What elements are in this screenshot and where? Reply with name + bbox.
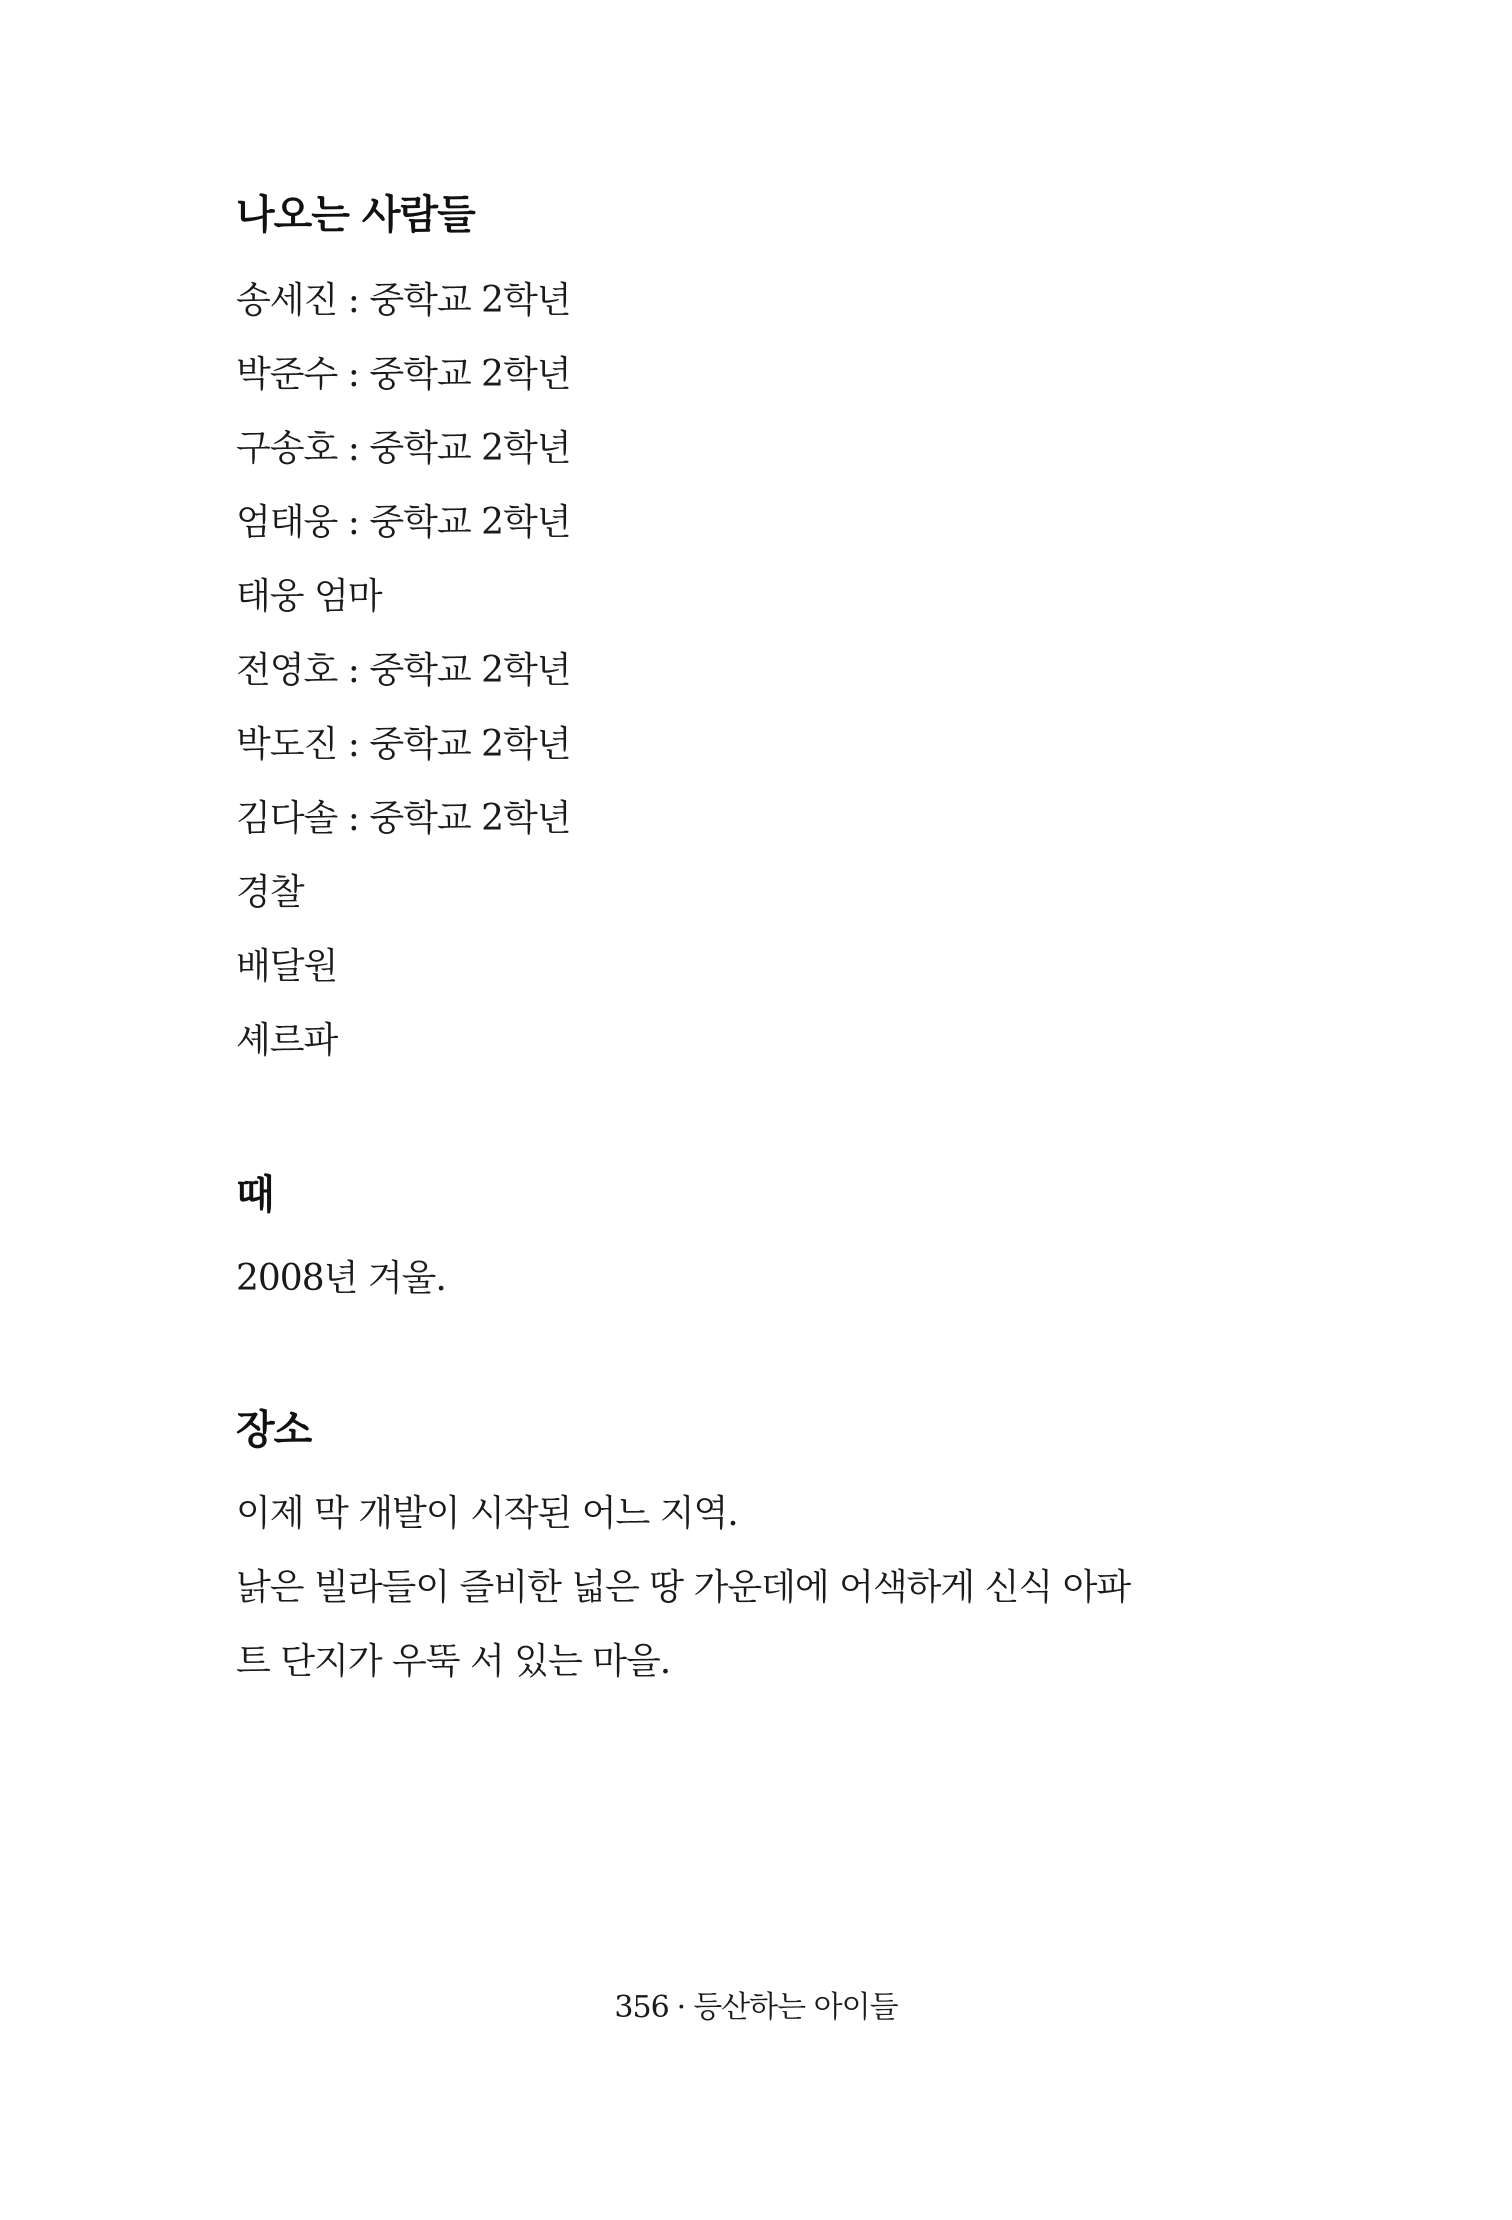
cast-heading: 나오는 사람들 <box>236 192 475 238</box>
cast-line: 박준수 : 중학교 2학년 <box>236 354 571 395</box>
cast-line: 김다솔 : 중학교 2학년 <box>236 798 571 839</box>
footer-separator: · <box>676 1990 686 2025</box>
place-line: 이제 막 개발이 시작된 어느 지역. <box>236 1493 738 1534</box>
time-text: 2008년 겨울. <box>236 1258 446 1299</box>
page-number: 356 <box>614 1990 669 2025</box>
cast-line: 박도진 : 중학교 2학년 <box>236 724 571 765</box>
cast-line: 구송호 : 중학교 2학년 <box>236 428 571 469</box>
time-heading: 때 <box>236 1172 274 1218</box>
cast-line: 송세진 : 중학교 2학년 <box>236 280 571 321</box>
cast-line: 배달원 <box>236 946 338 987</box>
book-title: 등산하는 아이들 <box>693 1990 898 2025</box>
place-heading: 장소 <box>236 1407 312 1453</box>
cast-line: 경찰 <box>236 872 304 913</box>
cast-line: 태웅 엄마 <box>236 576 382 617</box>
page-footer <box>0 1982 1512 2026</box>
place-line: 낡은 빌라들이 즐비한 넓은 땅 가운데에 어색하게 신식 아파 <box>236 1567 1131 1608</box>
cast-line: 셰르파 <box>236 1020 338 1061</box>
cast-line: 전영호 : 중학교 2학년 <box>236 650 571 691</box>
cast-line: 엄태웅 : 중학교 2학년 <box>236 502 571 543</box>
place-line: 트 단지가 우뚝 서 있는 마을. <box>236 1641 671 1682</box>
